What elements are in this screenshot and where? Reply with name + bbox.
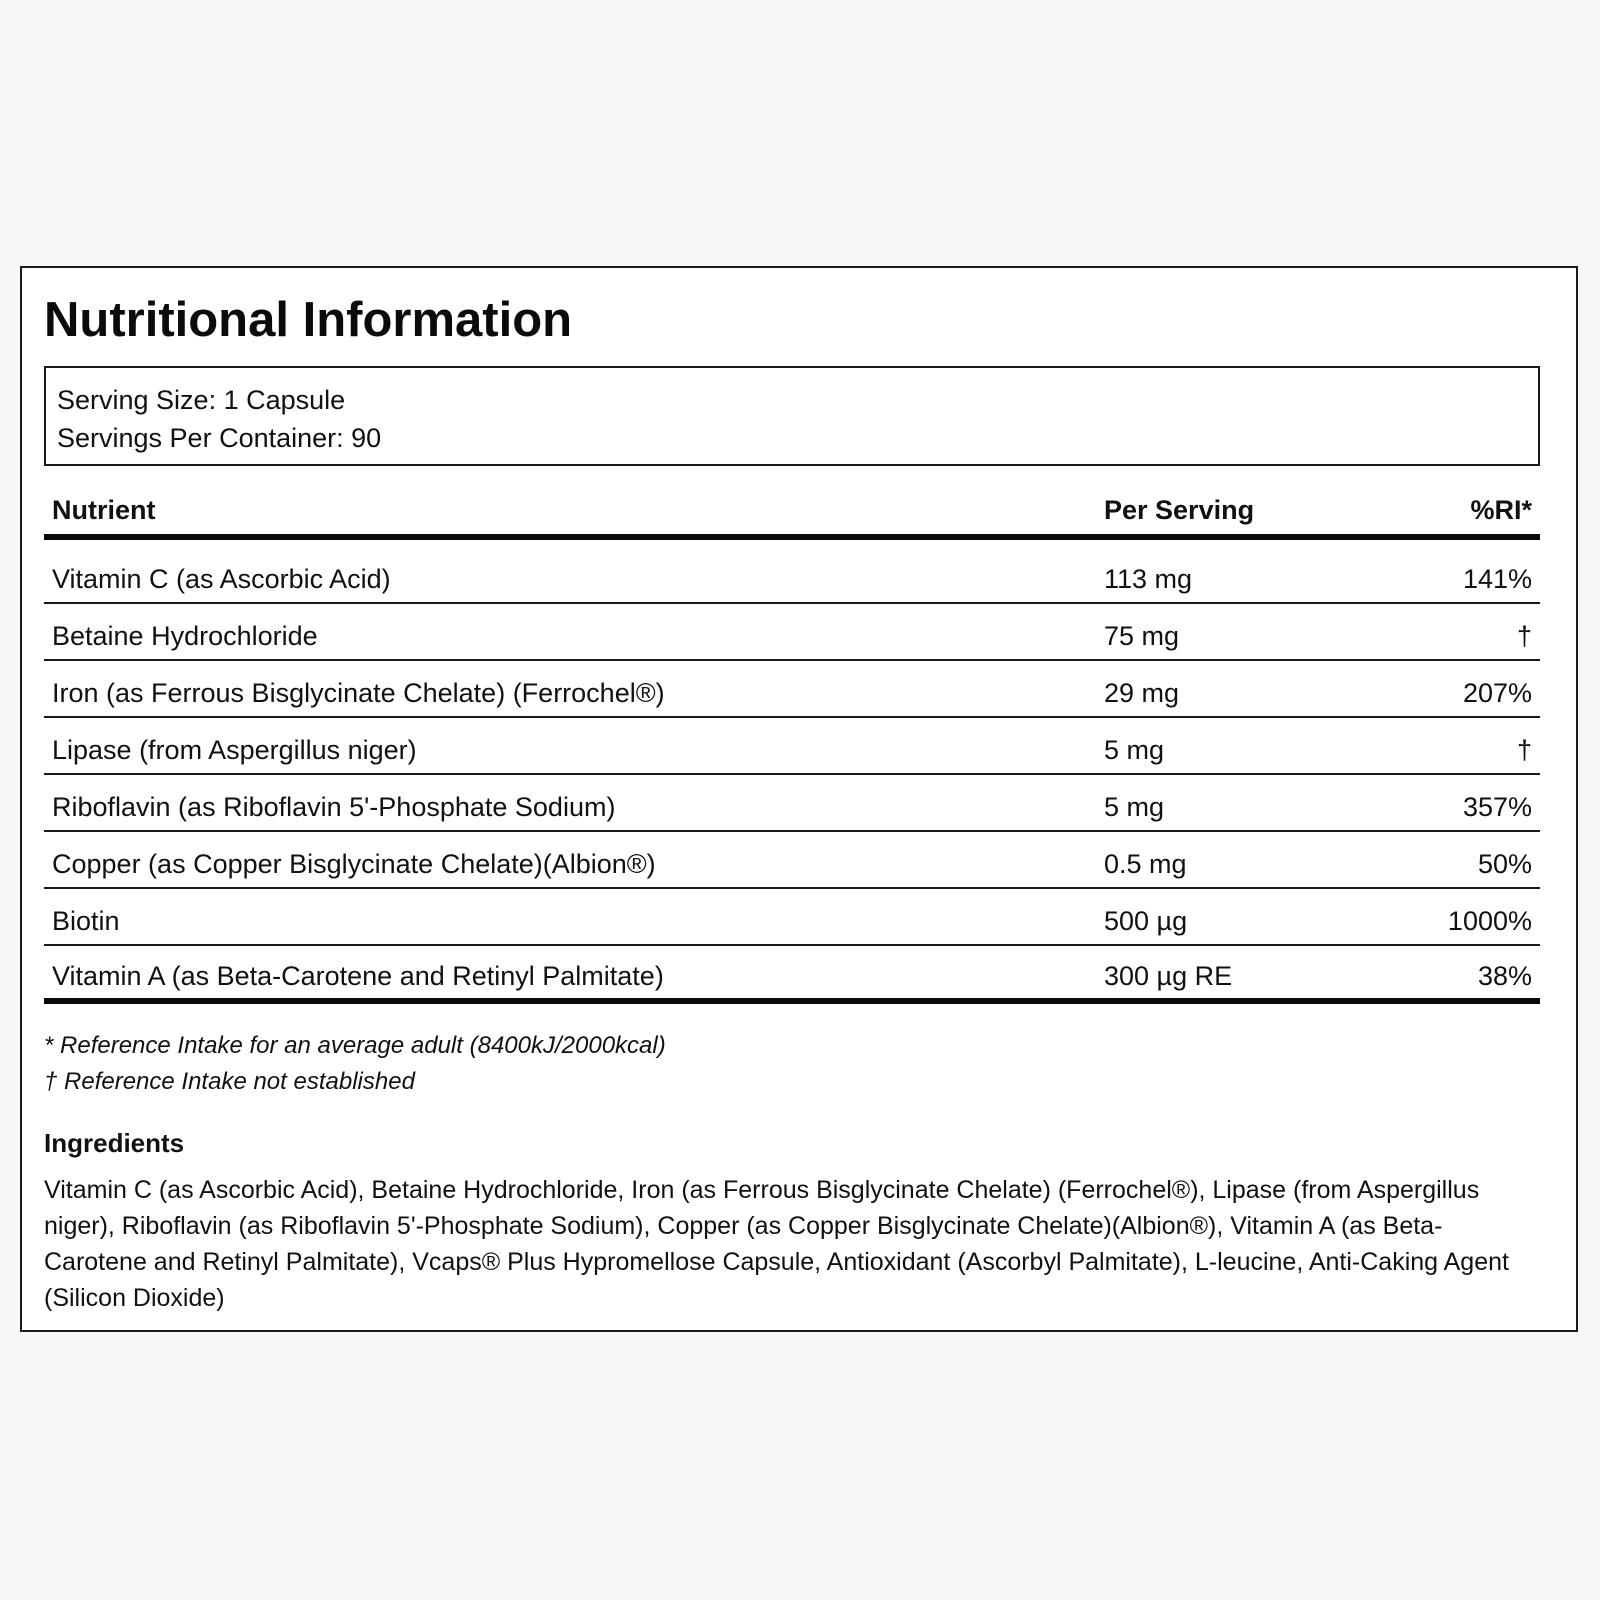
nutrient-amount: 0.5 mg — [1104, 849, 1187, 879]
nutrient-ri: 357% — [1462, 792, 1532, 822]
table-row — [44, 718, 1540, 775]
header-ri: %RI* — [1470, 495, 1532, 525]
serving-size: Serving Size: 1 Capsule — [57, 385, 346, 415]
table-header — [44, 486, 1540, 540]
nutrient-name: Lipase (from Aspergillus niger) — [52, 735, 417, 765]
table-row — [44, 889, 1540, 946]
nutrient-amount: 75 mg — [1104, 621, 1180, 651]
nutrient-name: Riboflavin (as Riboflavin 5'-Phosphate Sodium) — [52, 792, 616, 822]
nutrient-ri: 38% — [1477, 961, 1532, 991]
ingredients-heading: Ingredients — [44, 1128, 185, 1158]
header-nutrient: Nutrient — [52, 495, 156, 525]
table-row — [44, 604, 1540, 661]
nutrient-ri: 1000% — [1447, 906, 1532, 936]
table-row — [44, 775, 1540, 832]
nutrient-table — [44, 486, 1540, 1004]
nutrient-ri: 50% — [1477, 849, 1532, 879]
header-per-serving: Per Serving — [1104, 495, 1255, 525]
nutrient-amount: 5 mg — [1104, 735, 1165, 765]
nutrient-ri: 141% — [1462, 564, 1532, 594]
nutrient-name: Vitamin C (as Ascorbic Acid) — [52, 564, 391, 594]
nutrient-amount: 500 µg — [1104, 906, 1188, 936]
nutrient-name: Biotin — [52, 906, 120, 936]
nutrient-amount: 29 mg — [1104, 678, 1180, 708]
dagger-footnote: † Reference Intake not established — [44, 1068, 415, 1095]
nutrient-amount: 5 mg — [1104, 792, 1165, 822]
footnotes — [44, 1028, 666, 1100]
nutrition-panel — [20, 266, 1578, 1332]
table-row — [44, 540, 1540, 604]
nutrient-ri: 207% — [1462, 678, 1532, 708]
nutrient-name: Betaine Hydrochloride — [52, 621, 318, 651]
ri-footnote: * Reference Intake for an average adult (8400kJ/2000kcal) — [44, 1032, 666, 1059]
nutrient-name: Vitamin A (as Beta-Carotene and Retinyl Palmitate) — [52, 961, 664, 991]
table-row — [44, 661, 1540, 718]
nutrient-amount: 113 mg — [1104, 564, 1193, 594]
table-row — [44, 946, 1540, 1004]
nutrient-ri: † — [1516, 621, 1532, 651]
nutrient-amount: 300 µg RE — [1104, 961, 1233, 991]
page-title: Nutritional Information — [44, 293, 573, 347]
table-row — [44, 832, 1540, 889]
nutrient-ri: † — [1516, 735, 1532, 765]
serving-info-box — [44, 366, 1540, 466]
ingredients-list: Vitamin C (as Ascorbic Acid), Betaine Hydrochloride, Iron (as Ferrous Bisglycinate Chelate) (Ferrochel®), Lipase (from Aspergillus niger), Riboflavin (as Riboflavin 5'-Phosphate Sodium), Copper (as Copper Bisglycinate Chelate)(Albion®), Vitamin A (as Beta-Carotene and Retinyl Palmitate), Vcaps® Plus Hypromellose Capsule, Antioxidant (Ascorbyl Palmitate), L-leucine, Anti-Caking Agent (Silicon Dioxide) — [44, 1176, 1509, 1312]
nutrient-name: Copper (as Copper Bisglycinate Chelate)(Albion®) — [52, 849, 656, 879]
servings-per-container: Servings Per Container: 90 — [57, 423, 382, 453]
nutrient-name: Iron (as Ferrous Bisglycinate Chelate) (Ferrochel®) — [52, 678, 665, 708]
